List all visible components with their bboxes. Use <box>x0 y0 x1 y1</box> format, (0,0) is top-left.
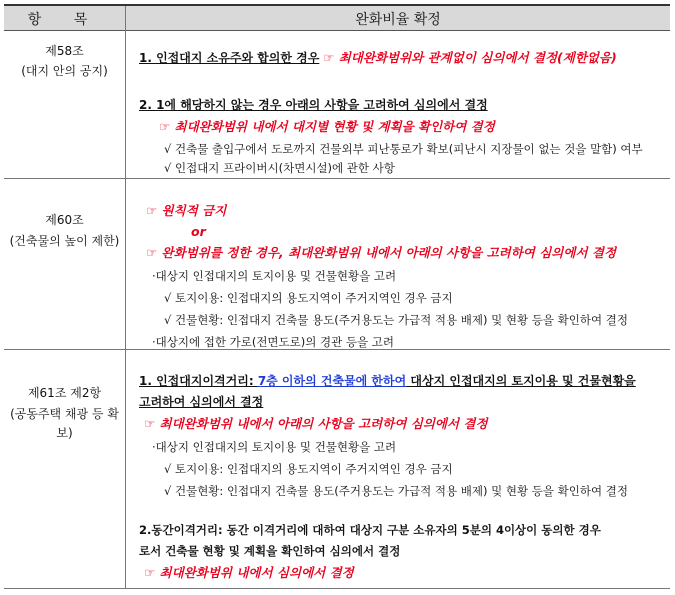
list-item: 2.동간이격거리: 동간 이격거리에 대하여 대상지 구분 소유자의 5분의 4이상이 동의한 경우 <box>139 523 601 537</box>
decision-note: ☞ 최대완화범위 내에서 대지별 현황 및 계획을 확인하여 결정 <box>159 119 495 134</box>
list-item: 로서 건축물 현황 및 계획을 확인하여 심의에서 결정 <box>139 544 401 558</box>
list-item: ·대상지에 접한 가로(전면도로)의 경관 등을 고려 <box>152 335 394 349</box>
row-label-subtitle: (공동주택 채광 등 확보) <box>10 407 119 440</box>
row-label-article: 제58조 <box>45 44 84 58</box>
list-item: 2. 1에 해당하지 않는 경우 아래의 사항을 고려하여 심의에서 결정 <box>139 98 488 112</box>
checklist-item: √ 인접대지 프라이버시(차면시설)에 관한 사항 <box>164 161 395 175</box>
criteria-table <box>4 4 670 589</box>
list-item <box>139 372 636 390</box>
row-label-article: 제60조 <box>45 213 84 227</box>
checklist-item: √ 건축물 출입구에서 도로까지 건물외부 피난통로가 확보(피난시 지장물이 없는 것을 말함) 여부 <box>164 142 643 156</box>
list-item <box>139 49 617 67</box>
decision-note: ☞ 원칙적 금지 <box>146 203 227 218</box>
row-label-subtitle: (건축물의 높이 제한) <box>9 234 120 248</box>
rule-text: 1. 인접대지이격거리: <box>139 374 258 388</box>
row-label-subtitle: (대지 안의 공지) <box>21 64 108 78</box>
rule-text: 1. 인접대지 소유주와 합의한 경우 <box>139 51 320 65</box>
table-header <box>4 6 670 31</box>
decision-note: ☞ 최대완화범위 내에서 아래의 사항을 고려하여 심의에서 결정 <box>144 416 488 431</box>
header-item: 항 목 <box>27 12 102 28</box>
decision-note: ☞ 최대완화범위와 관계없이 심의에서 결정(제한없음) <box>323 50 617 65</box>
list-item: ·대상지 인접대지의 토지이용 및 건물현황을 고려 <box>152 269 397 283</box>
decision-note: or <box>191 224 206 239</box>
header-relaxation: 완화비율 확정 <box>355 12 441 28</box>
rule-text: 대상지 인접대지의 토지이용 및 건물현황을 <box>406 374 636 388</box>
decision-note: ☞ 최대완화범위 내에서 심의에서 결정 <box>144 565 354 580</box>
row-label-article: 제61조 제2항 <box>27 386 102 400</box>
row-divider <box>4 178 670 179</box>
checklist-item: √ 건물현황: 인접대지 건축물 용도(주거용도는 가급적 적용 배제) 및 현황 등을 확인하여 결정 <box>164 484 628 498</box>
rule-text: 고려하여 심의에서 결정 <box>139 395 264 409</box>
highlight-text: 7층 이하의 건축물에 한하여 <box>257 374 407 388</box>
list-item: ·대상지 인접대지의 토지이용 및 건물현황을 고려 <box>152 440 397 454</box>
decision-note: ☞ 완화범위를 정한 경우, 최대완화범위 내에서 아래의 사항을 고려하여 심의에서 결정 <box>146 245 617 260</box>
column-divider <box>125 6 126 588</box>
checklist-item: √ 토지이용: 인접대지의 용도지역이 주거지역인 경우 금지 <box>164 291 453 305</box>
checklist-item: √ 건물현황: 인접대지 건축물 용도(주거용도는 가급적 적용 배제) 및 현황 등을 확인하여 결정 <box>164 313 628 327</box>
checklist-item: √ 토지이용: 인접대지의 용도지역이 주거지역인 경우 금지 <box>164 462 453 476</box>
